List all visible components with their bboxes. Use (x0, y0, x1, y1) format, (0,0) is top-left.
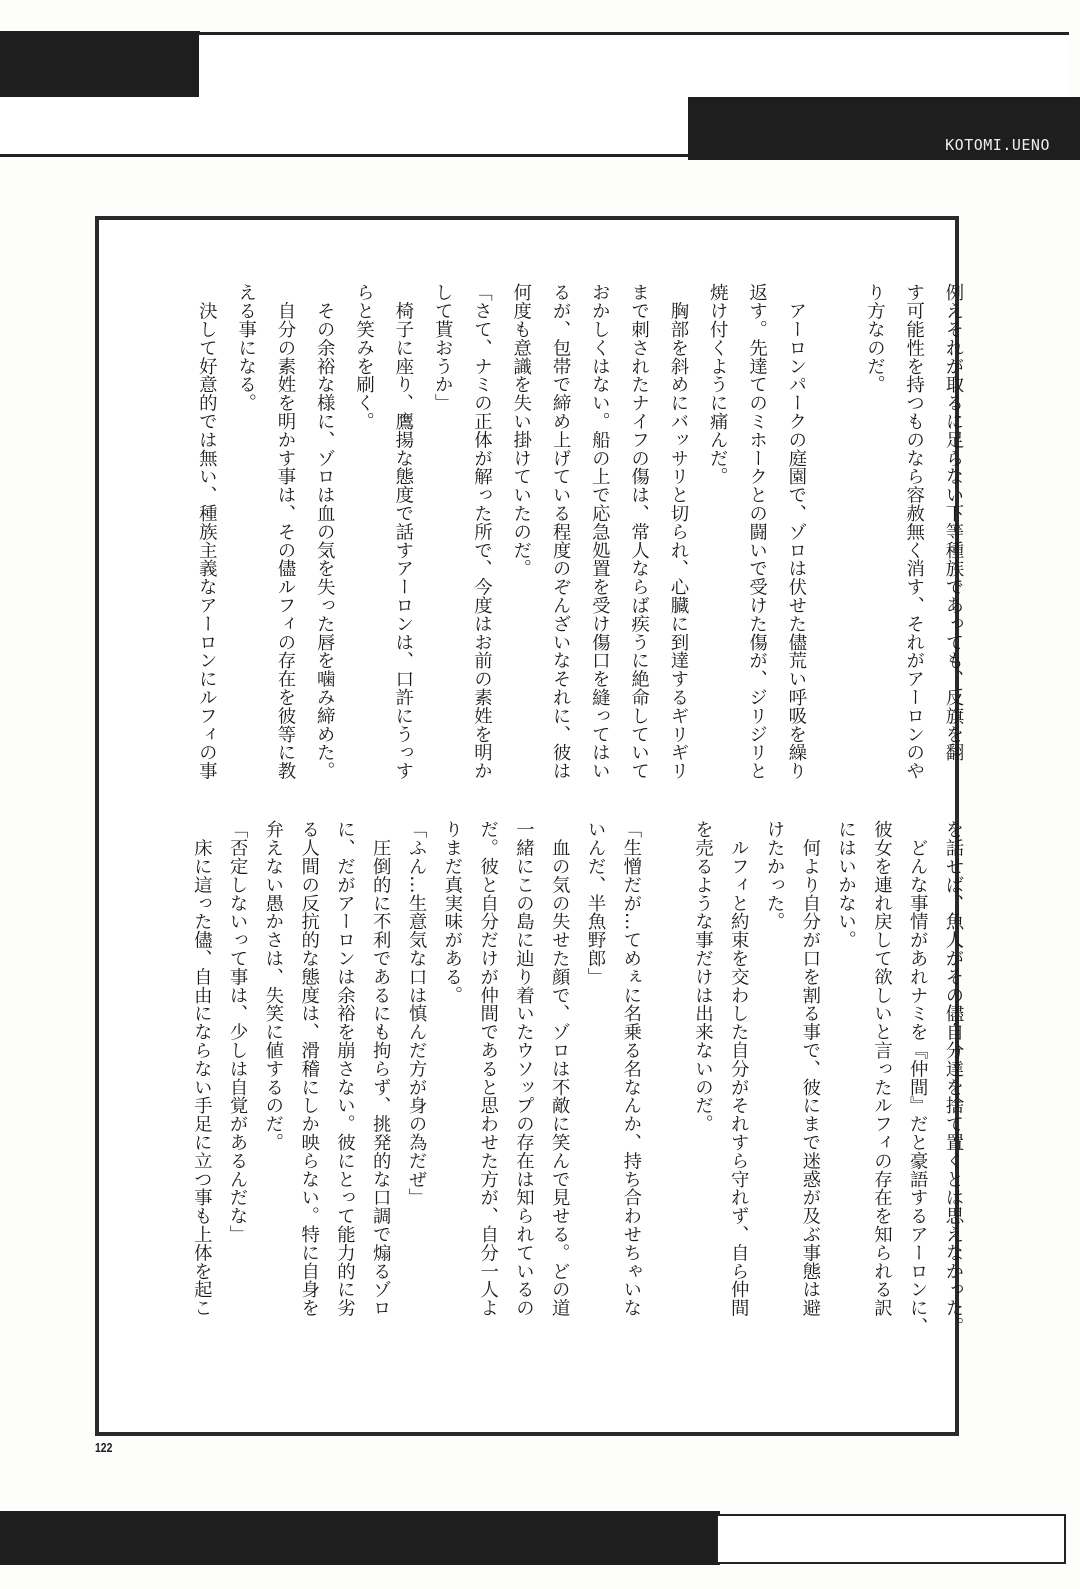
text-column: に、だがアーロンは余裕を崩さない。彼にとって能力的に劣 (334, 820, 356, 1317)
text-column: 胸部を斜めにバッサリと切られ、心臓に到達するギリギリ (667, 283, 689, 780)
text-column: える事になる。 (235, 283, 257, 412)
text-column: 「ふん…生意気な口は慎んだ方が身の為だぜ」 (406, 820, 428, 1207)
header-box-white-right (199, 32, 1069, 98)
text-column: アーロンパークの庭園で、ゾロは伏せた儘荒い呼吸を繰り (785, 283, 807, 780)
text-column: 床に這った儘、自由にならない手足に立つ事も上体を起こ (191, 820, 213, 1317)
text-column: おかしくはない。船の上で応急処置を受け傷口を縫ってはい (589, 283, 611, 780)
header-box-white-left (0, 97, 690, 157)
header-bar-black-left (0, 62, 200, 98)
text-column: らと笑みを刷く。 (353, 283, 375, 431)
text-column: るが、包帯で締め上げている程度のぞんざいなそれに、彼は (550, 283, 572, 780)
text-column: を話せば、魚人がその儘自分達を捨て置くとは思えなかった。 (943, 820, 964, 1336)
text-column: 血の気の失せた顔で、ゾロは不敵に笑んで見せる。どの道 (549, 820, 571, 1317)
text-column: 圧倒的に不利であるにも拘らず、挑発的な口調で煽るゾロ (370, 820, 392, 1317)
text-column: り方なのだ。 (864, 283, 886, 394)
footer-box-white (716, 1514, 1066, 1564)
text-column: ルフィと約束を交わした自分がそれすら守れず、自ら仲間 (728, 820, 750, 1317)
text-column: 例えそれが取るに足らない下等種族であっても、反旗を翻 (943, 283, 964, 762)
text-column: 「さて、ナミの正体が解った所で、今度はお前の素姓を明か (471, 283, 493, 780)
text-column: 決して好意的では無い、種族主義なアーロンにルフィの事 (196, 283, 218, 780)
text-column: して貰おうか」 (432, 283, 454, 412)
text-column: る人間の反抗的な態度は、滑稽にしか映らない。特に自身を (298, 820, 320, 1317)
text-column: りまだ真実味がある。 (441, 820, 463, 1004)
text-column: その余裕な様に、ゾロは血の気を失った唇を噛み締めた。 (314, 283, 336, 780)
text-column: どんな事情があれナミを『仲間』だと豪語するアーロンに、 (907, 820, 929, 1336)
text-column: 彼女を連れ戻して欲しいと言ったルフィの存在を知られる訳 (871, 820, 893, 1317)
text-column: 自分の素姓を明かす事は、その儘ルフィの存在を彼等に教 (274, 283, 296, 780)
text-column: まで刺されたナイフの傷は、常人ならば疾うに絶命していて (628, 283, 650, 780)
footer-bar-black (0, 1511, 720, 1565)
header-bar-black-left-top (0, 31, 200, 67)
text-column: いんだ、半魚野郎」 (585, 820, 607, 986)
upper-text-block (176, 283, 962, 780)
text-column: 「否定しないって事は、少しは自覚があるんだな」 (227, 820, 249, 1244)
text-column: 何より自分が口を割る事で、彼にまで迷惑が及ぶ事態は避 (799, 820, 821, 1317)
text-column: を売るような事だけは出来ないのだ。 (692, 820, 714, 1133)
text-column: 「生憎だが…てめぇに名乗る名なんか、持ち合わせちゃいな (620, 820, 642, 1317)
text-column: けたかった。 (764, 820, 786, 931)
author-name: KOTOMI.UENO (945, 136, 1050, 154)
text-column: 一緒にこの島に辿り着いたウソップの存在は知られているの (513, 820, 535, 1317)
text-column: す可能性を持つものなら容赦無く消す、それがアーロンのや (903, 283, 925, 780)
lower-text-block (174, 820, 962, 1335)
text-column: にはいかない。 (835, 820, 857, 949)
page-number: 122 (95, 1440, 113, 1455)
text-column: だ。彼と自分だけが仲間であると思わせた方が、自分一人よ (477, 820, 499, 1317)
text-column: 返す。先達てのミホークとの闘いで受けた傷が、ジリジリと (746, 283, 768, 780)
text-column (805, 283, 844, 780)
text-column: 弁えない愚かさは、失笑に値するのだ。 (262, 820, 284, 1152)
text-column: 椅子に座り、鷹揚な態度で話すアーロンは、口許にうっす (392, 283, 414, 780)
text-column: 焼け付くように痛んだ。 (707, 283, 729, 486)
text-column: 何度も意識を失い掛けていたのだ。 (510, 283, 532, 578)
text-column (640, 820, 676, 1335)
